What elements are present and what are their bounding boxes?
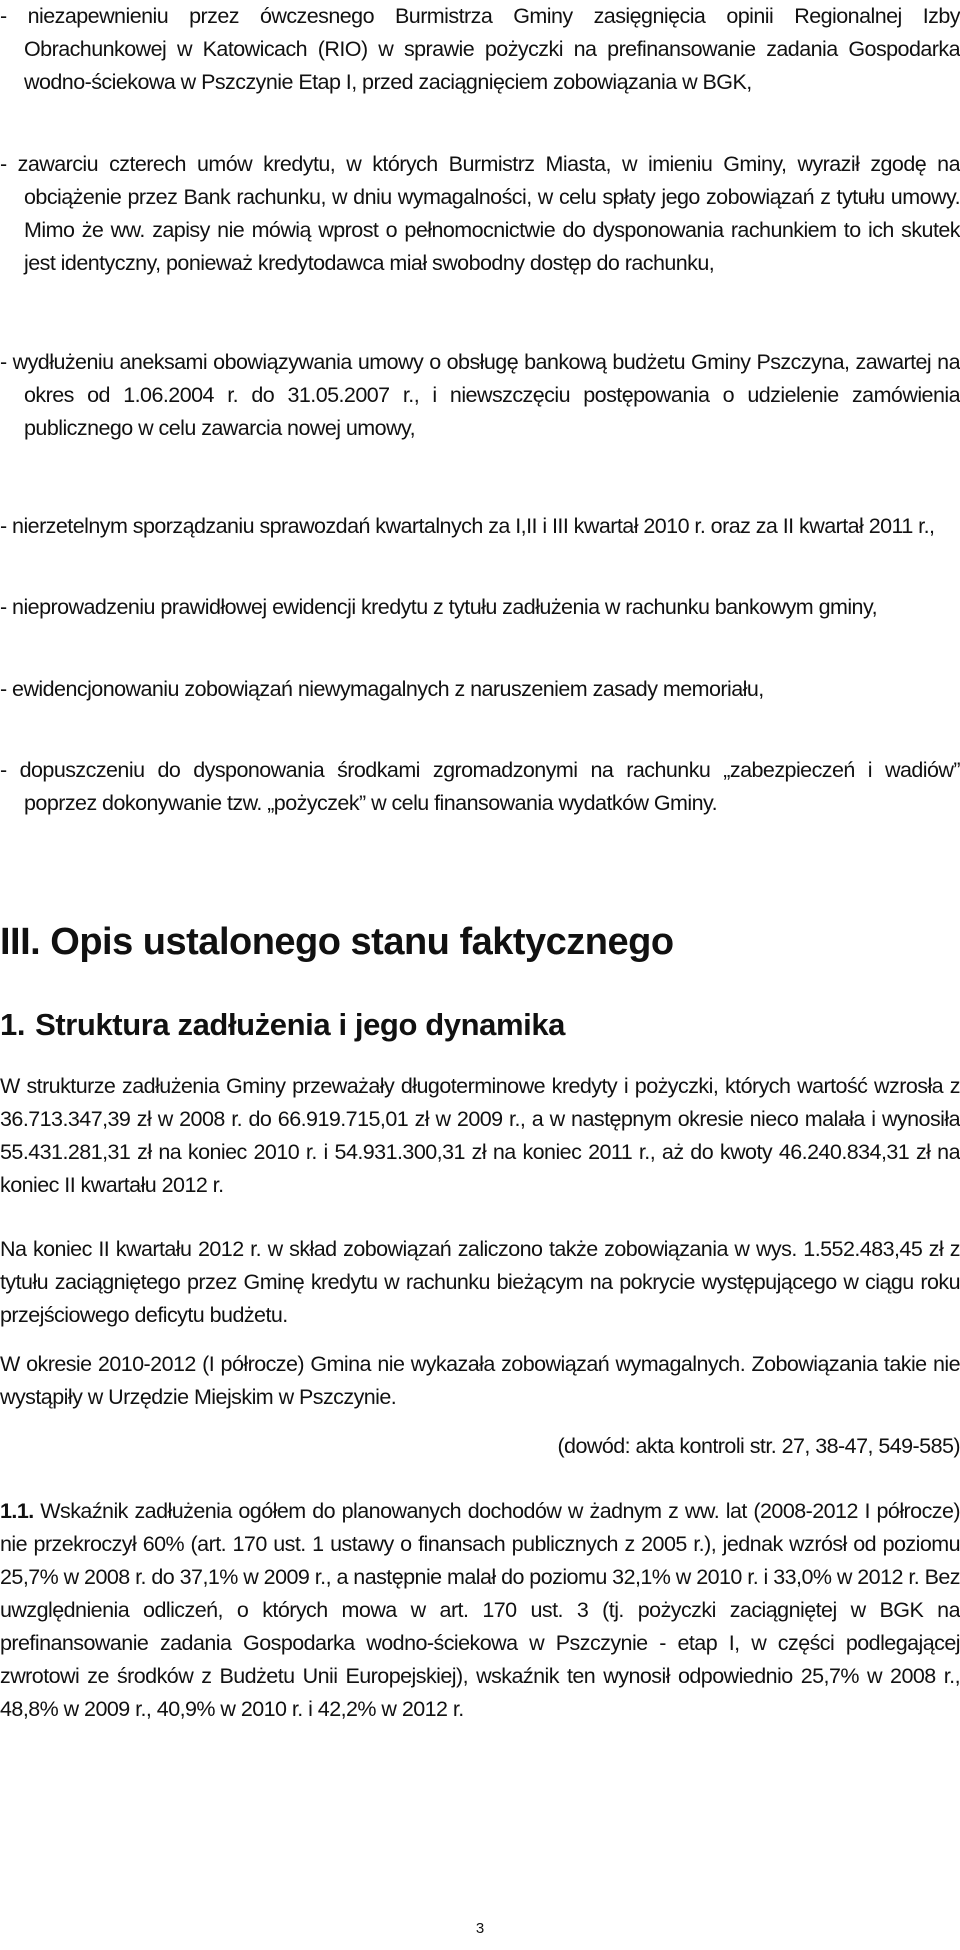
subsection-heading xyxy=(0,1005,960,1045)
page-number: 3 xyxy=(475,1920,485,1937)
list-item: - zawarciu czterech umów kredytu, w których Burmistrz Miasta, w imieniu Gminy, wyraził zgodę na obciążenie przez Bank rachunku, w dniu wymagalności, w celu spłaty jego zobowiązań z tytułu umowy. Mimo że ww. zapisy nie mówią wprost o pełnomocnictwie do dysponowania rachunkiem to ich skutek jest identyczny, ponieważ kredytodawca miał swobodny dostęp do rachunku, xyxy=(0,152,960,275)
point-text: Wskaźnik zadłużenia ogółem do planowanych dochodów w żadnym z ww. lat (2008-2012 I półrocze) nie przekroczył 60% (art. 170 ust. 1 ustawy o finansach publicznych z 2005 r.), jednak wzrósł od poziomu 25,7% w 2008 r. do 37,1% w 2009 r., a następnie malał do poziomu 32,1% w 2010 r. i 33,0% w 2012 r. Bez uwzględnienia odliczeń, o których mowa w art. 170 ust. 3 (tj. pożyczki zaciągniętej w BGK na prefinansowanie zadania Gospodarka wodno-ściekowa w Pszczynie - etap I, w części podlegającej zwrotowi ze środków z Budżetu Unii Europejskiej), wskaźnik ten wynosił odpowiednio 25,7% w 2008 r., 48,8% w 2009 r., 40,9% w 2010 r. i 42,2% w 2012 r. xyxy=(0,1499,960,1721)
point-label: 1.1. xyxy=(0,1499,34,1523)
paragraph: W okresie 2010-2012 (I półrocze) Gmina nie wykazała zobowiązań wymagalnych. Zobowiązania takie nie wystąpiły w Urzędzie Miejskim w Pszczynie. xyxy=(0,1352,960,1409)
subsection-title: Struktura zadłużenia i jego dynamika xyxy=(35,1007,566,1042)
paragraph-1-1 xyxy=(0,1495,960,1726)
subsection-number: 1. xyxy=(0,1007,26,1042)
evidence-reference: (dowód: akta kontroli str. 27, 38-47, 549-585) xyxy=(557,1434,960,1458)
list-item: - ewidencjonowaniu zobowiązań niewymagalnych z naruszeniem zasady memoriału, xyxy=(0,677,764,701)
paragraph: Na koniec II kwartału 2012 r. w skład zobowiązań zaliczono także zobowiązania w wys. 1.552.483,45 zł z tytułu zaciągniętego przez Gminę kredytu w rachunku bieżącym na pokrycie występującego w ciągu roku przejściowego deficytu budżetu. xyxy=(0,1237,960,1327)
list-item: - niezapewnieniu przez ówczesnego Burmistrza Gminy zasięgnięcia opinii Regionalnej Izby Obrachunkowej w Katowicach (RIO) w sprawie pożyczki na prefinansowanie zadania Gospodarka wodno-ściekowa w Pszczynie Etap I, przed zaciągnięciem zobowiązania w BGK, xyxy=(0,4,960,94)
paragraph: W strukturze zadłużenia Gminy przeważały długoterminowe kredyty i pożyczki, których wartość wzrosła z 36.713.347,39 zł w 2008 r. do 66.919.715,01 zł w 2009 r., a w następnym okresie nieco malała i wynosiła 55.431.281,31 zł na koniec 2010 r. i 54.931.300,31 zł na koniec 2011 r., aż do kwoty 46.240.834,31 zł na koniec II kwartału 2012 r. xyxy=(0,1074,960,1197)
list-item: - dopuszczeniu do dysponowania środkami zgromadzonymi na rachunku „zabezpieczeń i wadiów” poprzez dokonywanie tzw. „pożyczek” w celu finansowania wydatków Gminy. xyxy=(0,758,960,815)
section-heading: III. Opis ustalonego stanu faktycznego xyxy=(0,921,674,963)
list-item: - wydłużeniu aneksami obowiązywania umowy o obsługę bankową budżetu Gminy Pszczyna, zawartej na okres od 1.06.2004 r. do 31.05.2007 r., i niewszczęciu postępowania o udzielenie zamówienia publicznego w celu zawarcia nowej umowy, xyxy=(0,350,960,440)
list-item: - nieprowadzeniu prawidłowej ewidencji kredytu z tytułu zadłużenia w rachunku bankowym gminy, xyxy=(0,595,877,619)
list-item: - nierzetelnym sporządzaniu sprawozdań kwartalnych za I,II i III kwartał 2010 r. oraz za II kwartał 2011 r., xyxy=(0,514,935,538)
